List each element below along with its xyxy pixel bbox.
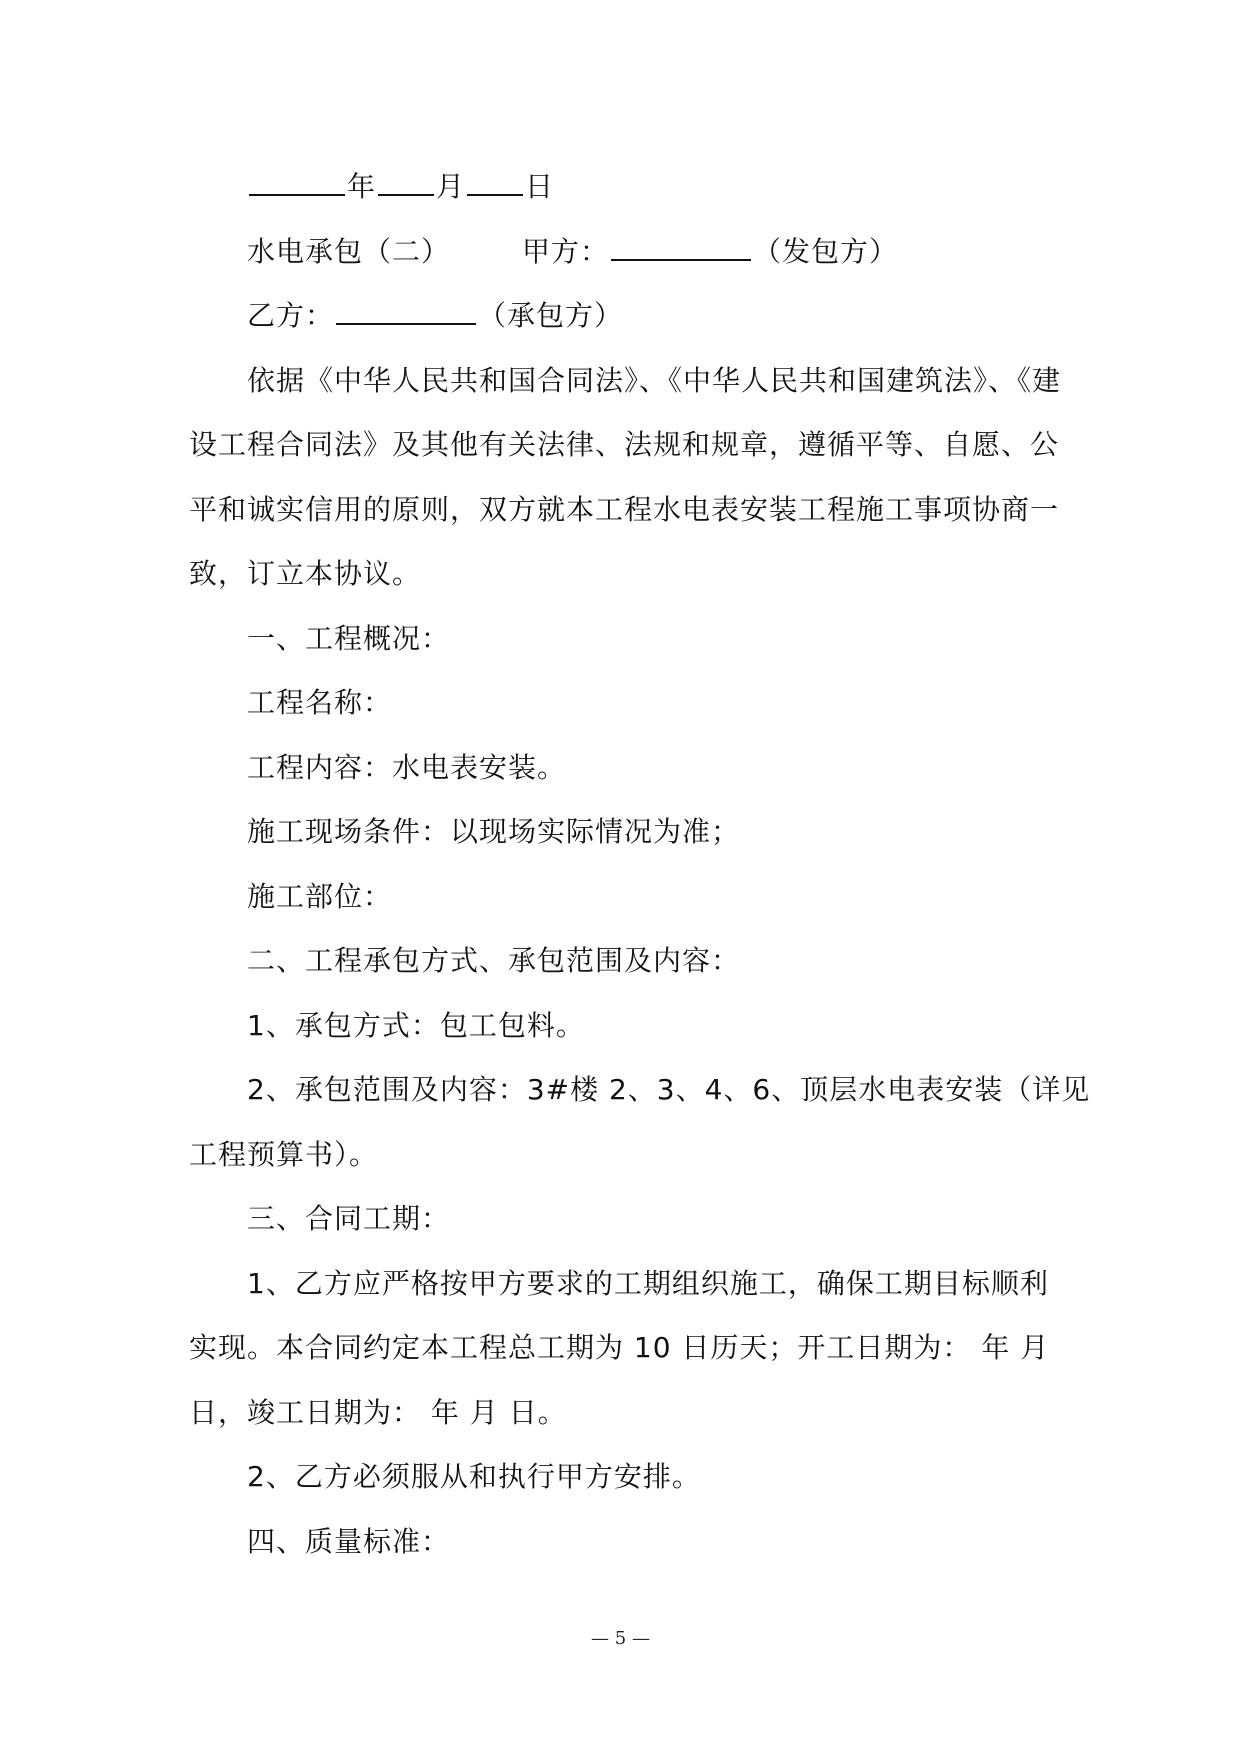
contract-text bbox=[189, 349, 1091, 1575]
text-line: 设工程合同法》及其他有关法律、法规和规章，遵循平等、自愿、公 bbox=[189, 428, 1060, 461]
text-line: 1、乙方应严格按甲方要求的工期组织施工，确保工期目标顺利 bbox=[247, 1266, 1049, 1300]
text-line: 2、乙方必须服从和执行甲方安排。 bbox=[247, 1460, 701, 1493]
month-label: 月 bbox=[436, 170, 466, 203]
document-title: 水电承包（二） bbox=[247, 234, 451, 268]
text-line: 工程名称： bbox=[247, 686, 393, 719]
text-line: 依据《中华人民共和国合同法》、《中华人民共和国建筑法》、《建 bbox=[247, 363, 1062, 397]
party-a-blank bbox=[611, 233, 751, 261]
year-label: 年 bbox=[347, 170, 377, 203]
text-line: 施工现场条件：以现场实际情况为准； bbox=[247, 815, 741, 848]
text-line: 三、合同工期： bbox=[247, 1202, 451, 1235]
text-line: 四、质量标准： bbox=[247, 1524, 451, 1558]
text-line: 工程预算书）。 bbox=[189, 1137, 379, 1171]
page-number: — 5 — bbox=[591, 1628, 650, 1649]
text-line: 2、承包范围及内容：3#楼 2、3、4、6、顶层水电表安装（详见 bbox=[247, 1073, 1091, 1106]
text-line: 工程内容：水电表安装。 bbox=[247, 750, 567, 784]
text-line: 一、工程概况： bbox=[247, 621, 451, 655]
text-line: 二、工程承包方式、承包范围及内容： bbox=[247, 944, 741, 977]
year-blank bbox=[249, 168, 345, 196]
text-line: 1、承包方式：包工包料。 bbox=[247, 1008, 585, 1042]
text-line: 日，竣工日期为： 年 月 日。 bbox=[189, 1395, 567, 1429]
party-a-label: 甲方： bbox=[522, 234, 610, 268]
text-line: 平和诚实信用的原则，双方就本工程水电表安装工程施工事项协商一 bbox=[189, 492, 1060, 526]
day-blank bbox=[467, 168, 523, 196]
title-party-a-line bbox=[189, 220, 1057, 285]
text-line: 致，订立本协议。 bbox=[189, 557, 422, 590]
party-b-line bbox=[189, 284, 1057, 349]
party-b-label: 乙方： bbox=[247, 299, 335, 332]
party-b-blank bbox=[336, 297, 476, 325]
text-line: 实现。本合同约定本工程总工期为 10 日历天；开工日期为： 年 月 bbox=[189, 1331, 1050, 1364]
date-line bbox=[189, 155, 1057, 220]
month-blank bbox=[378, 168, 434, 196]
document-body bbox=[189, 155, 1091, 1574]
party-b-role: （承包方） bbox=[478, 299, 624, 332]
party-a-role: （发包方） bbox=[753, 234, 899, 268]
day-label: 日 bbox=[525, 170, 555, 203]
text-line: 施工部位： bbox=[247, 879, 393, 913]
